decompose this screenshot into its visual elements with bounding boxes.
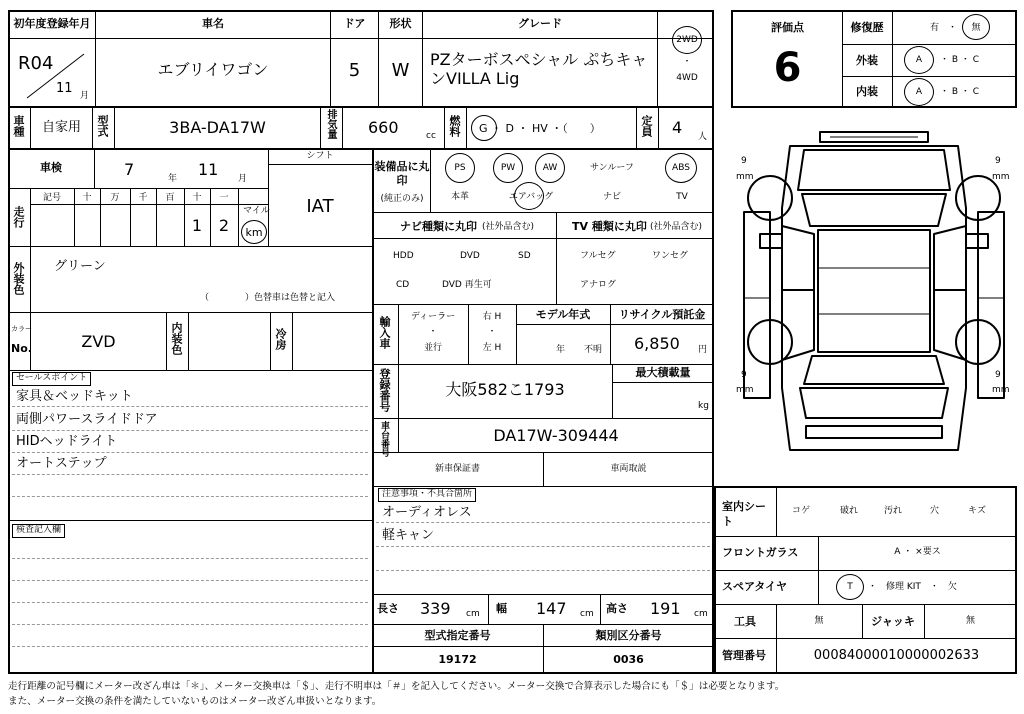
sales-point-3: HIDヘッドライト [16, 434, 118, 449]
mileage-digit-5: 1 [191, 216, 203, 235]
repair-label: 修復歴 [850, 21, 884, 34]
class-value: 0036 [613, 653, 644, 666]
use-value: 自家用 [41, 120, 81, 135]
grade: PZターボスペシャル ぷちキャンVILLA Lig [430, 50, 648, 89]
length-value: 339 [420, 599, 451, 618]
model-label: 型式 [96, 115, 109, 137]
tire-tread-fr: 9 [995, 156, 1001, 166]
inspection-label: 車検 [40, 161, 62, 174]
reg-month-unit: 月 [80, 91, 90, 101]
footer-line-2: また、メーター交換の条件を満たしていないものはメーター改ざん車扱いとなります。 [8, 696, 382, 707]
seat-option-3: 汚れ [884, 506, 903, 516]
shift-label: シフト [306, 151, 334, 161]
doors-label: ドア [343, 17, 366, 30]
kg-unit: kg [698, 401, 709, 411]
fuel-label: 燃料 [448, 115, 461, 137]
chassis-label: 車台番号 [379, 421, 389, 457]
mileage-symbol-label: 記号 [42, 193, 61, 203]
import-left-h: 左 H [482, 343, 502, 353]
exterior-grade-a: A [915, 55, 923, 65]
color-no-value: ZVD [81, 332, 116, 351]
glass-label: フロントガラス [722, 546, 799, 559]
tire-tread-rr-unit: mm [992, 385, 1010, 395]
cc-unit: cc [426, 131, 436, 141]
digit-label-2: 万 [110, 193, 120, 203]
import-right-h: 右 H [482, 312, 502, 322]
width-value: 147 [536, 599, 567, 618]
model-year-label: モデル年式 [535, 308, 591, 321]
navi-hdd: HDD [393, 251, 414, 261]
mgmt-value: 00084000010000002633 [813, 648, 980, 663]
tool-label: 工具 [734, 615, 756, 628]
equip-ps: PS [454, 163, 466, 173]
tv-header: TV 種類に丸印 [572, 220, 647, 233]
reg-year: R04 [18, 53, 54, 74]
equip-navi: ナビ [602, 192, 621, 202]
tire-tread-rr: 9 [995, 370, 1001, 380]
sales-points-label: セールスポイント [12, 372, 91, 386]
interior-grade-a: A [915, 87, 923, 97]
equip-pw: PW [500, 163, 516, 173]
width-unit: cm [580, 609, 594, 619]
footer-line-1: 走行距離の記号欄にメーター改ざん車は「＊」、メーター交換車は「＄」、走行不明車は「＃」を記入してください。メーター交換で合算表示した場合にも「＄」は必要となります。 [8, 681, 785, 692]
displacement-label: 排気量 [325, 109, 336, 139]
reg-month: 11 [56, 81, 73, 96]
seat-option-1: コゲ [792, 506, 811, 516]
seat-option-5: キズ [968, 506, 986, 516]
tv-fullseg: フルセグ [580, 251, 616, 261]
inspector-label: 検査記入欄 [12, 524, 65, 538]
exterior-color: グリーン [54, 259, 106, 274]
navi-cd: CD [396, 280, 410, 290]
score-value: 6 [773, 45, 802, 91]
drive-2wd: 2WD [676, 35, 698, 45]
fuel-options: G ・ D ・ HV ・（ ） [479, 122, 601, 135]
equip-abs: ABS [672, 163, 690, 173]
class-label: 類別区分番号 [595, 629, 662, 642]
tv-analog: アナログ [580, 280, 617, 290]
sales-point-2: 両側パワースライドドア [16, 412, 158, 427]
car-name-label: 車名 [202, 17, 224, 30]
navi-dvd-play: DVD 再生可 [442, 280, 492, 290]
equip-tv: TV [676, 192, 688, 202]
interior-grade-rest: ・ B ・ C [940, 87, 980, 97]
sales-point-4: オートステップ [16, 456, 107, 471]
mgmt-label: 管理番号 [722, 649, 766, 662]
length-unit: cm [466, 609, 480, 619]
color-change-note: （ ）色替車は色替と記入 [200, 293, 336, 303]
navi-sd: SD [518, 251, 531, 261]
seat-option-2: 破れ [840, 506, 859, 516]
notes-label: 注意事項・不具合箇所 [378, 488, 476, 502]
exterior-grade-label: 外装 [856, 54, 878, 67]
tv-oneseg: ワンセグ [652, 251, 689, 261]
capacity-value: 4 [672, 118, 683, 137]
reg-year-label: 初年度登録年月 [13, 17, 91, 30]
cooling-label: 冷房 [274, 328, 287, 350]
digit-label-4: 百 [165, 193, 175, 203]
equipment-label: 装備品に丸印 [374, 160, 430, 188]
grade-label: グレード [518, 17, 562, 30]
equip-airbag: エアバッグ [508, 192, 554, 202]
digit-label-5: 十 [192, 193, 202, 203]
sales-point-1: 家具＆ベッドキット [16, 389, 133, 404]
manual-label: 車両取説 [610, 464, 647, 474]
equip-sunroof: サンルーフ [590, 163, 634, 173]
length-label: 長さ [377, 602, 399, 615]
registration-plate: 大阪582こ1793 [445, 380, 565, 399]
tire-tread-fl: 9 [741, 156, 747, 166]
tire-tread-rl-unit: mm [736, 385, 754, 395]
recycle-unit: 円 [698, 345, 708, 355]
height-value: 191 [650, 599, 681, 618]
seat-option-4: 穴 [930, 506, 940, 516]
car-name: エブリイワゴン [157, 60, 269, 79]
type-cert-value: 19172 [438, 653, 477, 666]
tire-tread-rl: 9 [741, 370, 747, 380]
navi-header-sub: (社外品含む) [482, 222, 535, 232]
spare-label: スペアタイヤ [722, 580, 788, 593]
import-dot-2: ・ [487, 327, 497, 337]
shift-value: IAT [306, 196, 334, 217]
equipment-label-sub: (純正のみ) [380, 194, 424, 204]
inspection-year-unit: 年 [168, 174, 178, 184]
drive-4wd: 4WD [676, 73, 698, 83]
digit-label-3: 千 [138, 193, 148, 203]
height-label: 高さ [606, 602, 628, 615]
shape-label: 形状 [389, 17, 412, 30]
mileage-digit-6: 2 [218, 216, 230, 235]
inspection-month: 11 [198, 160, 219, 179]
km-label: km [245, 226, 263, 239]
type-cert-label: 型式指定番号 [424, 629, 491, 642]
score-label: 評価点 [771, 21, 804, 34]
glass-options: A ・ ×要ス [894, 547, 941, 557]
repair-dot: ・ [948, 23, 958, 33]
inspection-year: 7 [124, 160, 135, 179]
tool-value: 無 [814, 616, 824, 626]
car-damage-diagram [730, 118, 1018, 478]
note-1: オーディオレス [382, 505, 472, 520]
import-dot: ・ [428, 327, 438, 337]
interior-grade-label: 内装 [856, 85, 878, 98]
displacement-value: 660 [368, 118, 399, 137]
digit-label-6: 一 [219, 193, 229, 203]
max-load-label: 最大積載量 [635, 366, 691, 379]
shape: W [391, 60, 410, 81]
capacity-unit: 人 [698, 132, 708, 142]
color-no-label: No. [11, 342, 32, 355]
color-no-label-top: カラー [11, 325, 32, 333]
chassis-value: DA17W-309444 [493, 426, 619, 445]
import-dealer: ディーラー [410, 312, 456, 322]
recycle-label: リサイクル預託金 [618, 308, 706, 321]
repair-no: 無 [971, 23, 981, 33]
drive-dot: ・ [682, 57, 692, 67]
exterior-grade-rest: ・ B ・ C [940, 55, 980, 65]
model-year-unknown: 不明 [584, 345, 603, 355]
navi-header: ナビ種類に丸印 [400, 220, 477, 233]
spare-t: T [847, 582, 853, 592]
interior-color-label: 内装色 [170, 322, 183, 355]
digit-label-1: 十 [82, 193, 92, 203]
warranty-label: 新車保証書 [434, 464, 480, 474]
navi-dvd: DVD [460, 251, 480, 261]
doors: 5 [348, 60, 361, 81]
capacity-label: 定員 [640, 115, 653, 137]
exterior-label: 外装色 [12, 262, 25, 295]
mile-label: マイル [243, 206, 270, 216]
model-value: 3BA-DA17W [169, 118, 266, 137]
tire-tread-fl-unit: mm [736, 172, 754, 182]
import-label: 輸入車 [378, 316, 391, 349]
inspection-month-unit: 月 [238, 174, 248, 184]
equip-leather: 本革 [450, 192, 469, 202]
spare-rest: ・ 修理 KIT ・ 欠 [868, 582, 957, 592]
repair-yes: 有 [930, 23, 940, 33]
jack-label: ジャッキ [871, 615, 915, 628]
seat-label: 室内シート [722, 500, 766, 528]
model-year-unit: 年 [556, 345, 566, 355]
import-parallel: 並行 [423, 343, 442, 353]
tire-tread-fr-unit: mm [992, 172, 1010, 182]
tv-header-sub: (社外品含む) [650, 222, 703, 232]
note-2: 軽キャン [382, 528, 435, 543]
mileage-label: 走行 [12, 206, 25, 228]
use-label: 車種 [12, 115, 25, 137]
height-unit: cm [694, 609, 708, 619]
recycle-value: 6,850 [634, 334, 680, 353]
jack-value: 無 [965, 616, 975, 626]
registration-label: 登録番号 [378, 368, 391, 412]
width-label: 幅 [496, 602, 507, 615]
equip-aw: AW [542, 163, 558, 173]
